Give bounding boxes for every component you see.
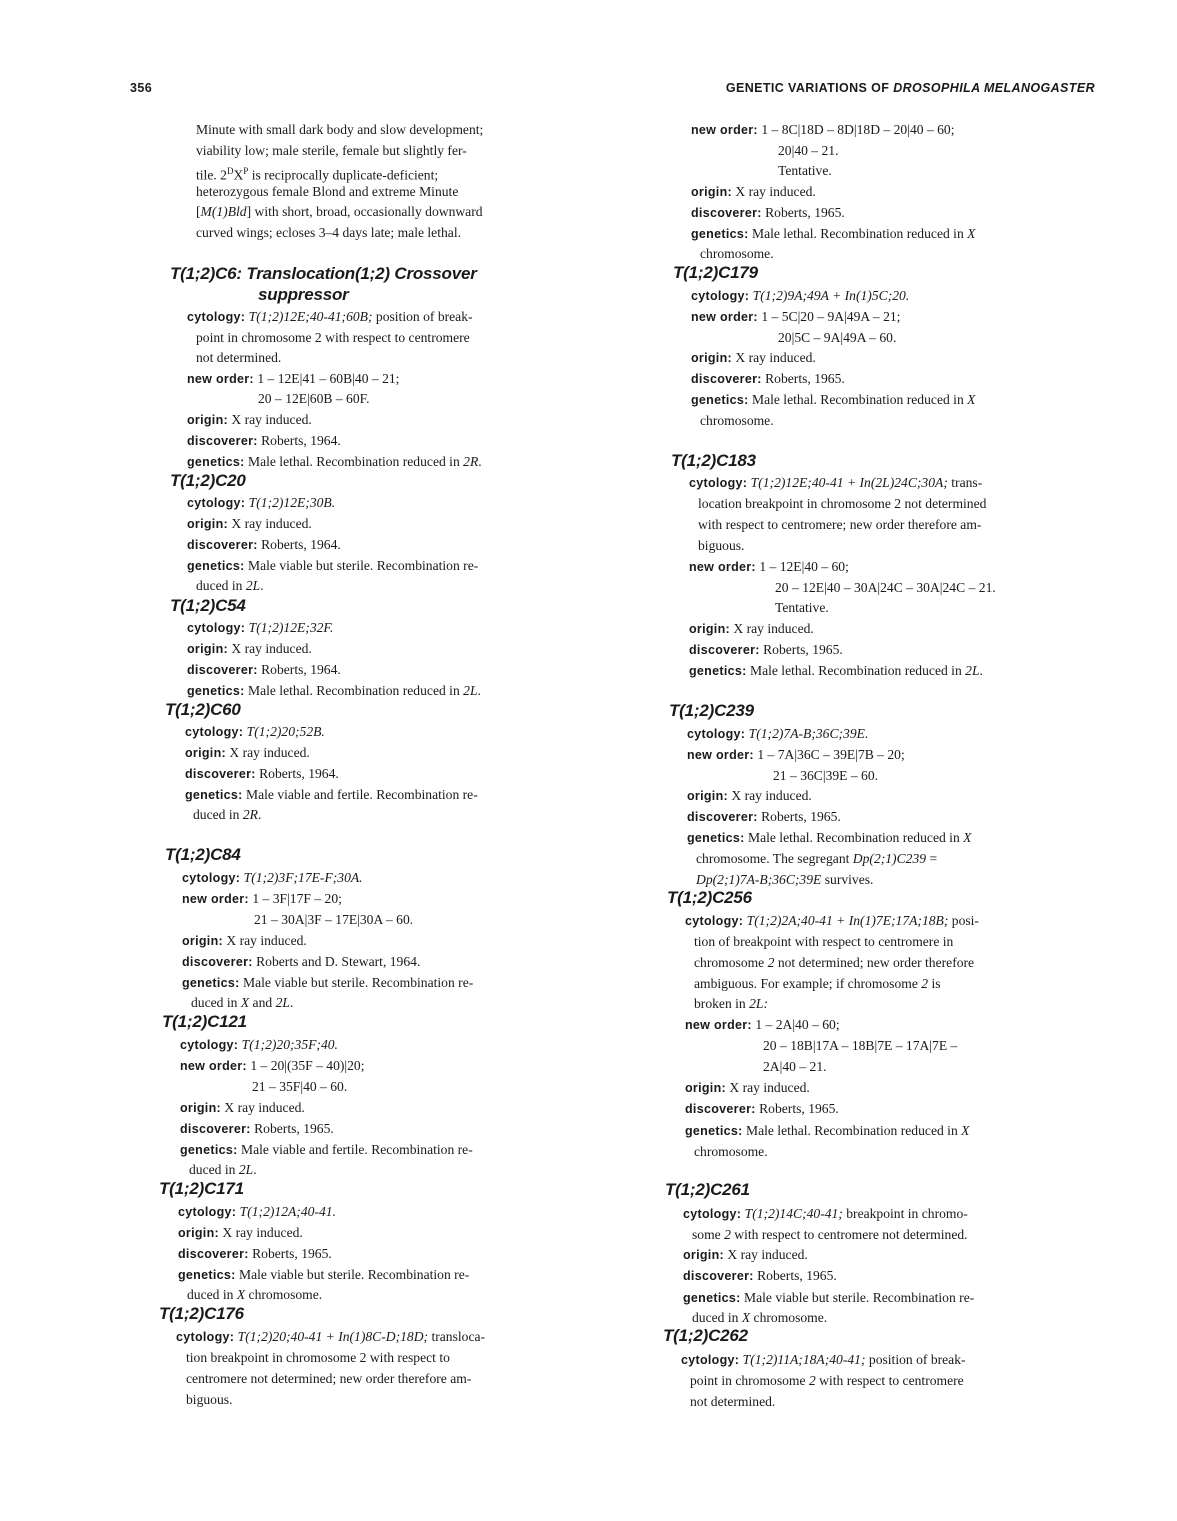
new-order-c256-line3: 2A|40 – 21.	[763, 1059, 827, 1074]
entry-title-c239: T(1;2)C239	[669, 701, 754, 720]
discoverer-c256	[685, 1101, 839, 1117]
genetics-label: genetics:	[187, 559, 245, 573]
origin-value: X ray induced.	[231, 641, 312, 656]
origin-value: X ray induced.	[231, 516, 312, 531]
new-order-c239-line2: 21 – 36C|39E – 60.	[773, 768, 879, 783]
discoverer-value: Roberts, 1965.	[763, 642, 843, 657]
origin-c20	[187, 516, 312, 532]
discoverer-label: discoverer:	[683, 1269, 754, 1283]
intro-line: curved wings; ecloses 3–4 days late; male lethal.	[196, 225, 461, 240]
entry-title-c176: T(1;2)C176	[159, 1304, 244, 1323]
running-title-italic: DROSOPHILA MELANOGASTER	[893, 81, 1095, 95]
new-order-c239	[687, 747, 905, 763]
discoverer-value: Roberts, 1964.	[261, 433, 341, 448]
cytology-label: cytology:	[176, 1330, 235, 1344]
origin-label: origin:	[178, 1226, 219, 1240]
origin-c261	[683, 1247, 808, 1263]
genetics-label: genetics:	[691, 393, 749, 407]
new-order-label: new order:	[687, 748, 754, 762]
cytology-c239	[687, 726, 868, 742]
cytology-c262-line3: not determined.	[690, 1394, 776, 1409]
cytology-c183-line3: with respect to centromere; new order therefore am-	[698, 517, 982, 532]
genetics-c121	[180, 1142, 473, 1158]
discoverer-label: discoverer:	[187, 663, 258, 677]
origin-value: X ray induced.	[727, 1247, 808, 1262]
cytology-c256-line3: chromosome 2 not determined; new order therefore	[694, 955, 975, 970]
genetics-label: genetics:	[689, 664, 747, 678]
cytology-value: T(1;2)3F;17E-F;30A.	[243, 870, 363, 885]
cytology-value: T(1;2)14C;40-41;	[744, 1206, 843, 1221]
origin-value: X ray induced.	[226, 933, 307, 948]
intro-line: heterozygous female Blond and extreme Minute	[196, 184, 459, 199]
entry-title-c20: T(1;2)C20	[170, 471, 246, 490]
intro-line: [M(1)Bld] with short, broad, occasionally downward	[196, 204, 483, 219]
cytology-value: T(1;2)12A;40-41.	[239, 1204, 336, 1219]
new-order-value: 1 – 2A|40 – 60;	[755, 1017, 840, 1032]
new-order-c176-line3: Tentative.	[778, 163, 832, 178]
cytology-c256-line5: broken in 2L:	[694, 996, 769, 1011]
origin-c176	[691, 184, 816, 200]
intro-line: tile. $2^DX^P$ is reciprocally duplicate-deficient;	[196, 166, 439, 183]
origin-label: origin:	[689, 622, 730, 636]
new-order-label: new order:	[689, 560, 756, 574]
genetics-c261	[683, 1290, 974, 1306]
origin-c6	[187, 412, 312, 428]
genetics-c239: genetics: Male lethal. Recombination reduced in X	[687, 830, 972, 845]
genetics-c20	[187, 558, 478, 574]
origin-value: X ray induced.	[733, 621, 814, 636]
origin-value: X ray induced.	[729, 1080, 810, 1095]
discoverer-label: discoverer:	[691, 372, 762, 386]
genetics-label: genetics:	[182, 976, 240, 990]
cytology-value: T(1;2)11A;18A;40-41;	[742, 1352, 866, 1367]
discoverer-c6	[187, 433, 341, 449]
origin-label: origin:	[685, 1081, 726, 1095]
new-order-label: new order:	[685, 1018, 752, 1032]
new-order-value: 1 – 3F|17F – 20;	[252, 891, 342, 906]
genetics-label: genetics:	[691, 227, 749, 241]
cytology-c176-line2: tion breakpoint in chromosome 2 with respect to	[186, 1350, 450, 1365]
origin-label: origin:	[187, 517, 228, 531]
cytology-value: T(1;2)2A;40-41 + In(1)7E;17A;18B;	[746, 913, 949, 928]
origin-c121	[180, 1100, 305, 1116]
origin-value: X ray induced.	[222, 1225, 303, 1240]
cytology-label: cytology:	[185, 725, 244, 739]
cytology-value: T(1;2)20;52B.	[246, 724, 325, 739]
cytology-label: cytology:	[685, 914, 744, 928]
discoverer-value: Roberts, 1965.	[759, 1101, 839, 1116]
origin-value: X ray induced.	[735, 350, 816, 365]
cytology-c176: cytology: T(1;2)20;40-41 + In(1)8C-D;18D; transloca-	[176, 1329, 486, 1344]
genetics-c239-line3: Dp(2;1)7A-B;36C;39E survives.	[696, 872, 874, 887]
cytology-c256: cytology: T(1;2)2A;40-41 + In(1)7E;17A;18B; posi-	[685, 913, 979, 928]
genetics-c60-line2: duced in 2R.	[193, 807, 262, 822]
origin-value: X ray induced.	[731, 788, 812, 803]
entry-title-c261: T(1;2)C261	[665, 1180, 750, 1199]
genetics-c54: genetics: Male lethal. Recombination reduced in 2L.	[187, 683, 481, 698]
new-order-c183	[689, 559, 849, 575]
origin-value: X ray induced.	[229, 745, 310, 760]
genetics-c20-line2: duced in 2L.	[196, 578, 264, 593]
new-order-c176-line2: 20|40 – 21.	[778, 143, 839, 158]
discoverer-label: discoverer:	[689, 643, 760, 657]
discoverer-label: discoverer:	[187, 434, 258, 448]
new-order-label: new order:	[180, 1059, 247, 1073]
entry-title-c54: T(1;2)C54	[170, 596, 246, 615]
genetics-c6: genetics: Male lethal. Recombination reduced in 2R.	[187, 454, 482, 469]
new-order-c6	[187, 371, 399, 387]
discoverer-c60	[185, 766, 339, 782]
cytology-label: cytology:	[681, 1353, 740, 1367]
discoverer-label: discoverer:	[178, 1247, 249, 1261]
discoverer-label: discoverer:	[182, 955, 253, 969]
cytology-label: cytology:	[687, 727, 746, 741]
new-order-c179-line2: 20|5C – 9A|49A – 60.	[778, 330, 897, 345]
cytology-c176-line4: biguous.	[186, 1392, 233, 1407]
discoverer-label: discoverer:	[685, 1102, 756, 1116]
discoverer-c179	[691, 371, 845, 387]
genetics-c176-line2: chromosome.	[700, 246, 774, 261]
genetics-c256: genetics: Male lethal. Recombination reduced in X	[685, 1123, 970, 1138]
origin-label: origin:	[683, 1248, 724, 1262]
origin-c183	[689, 621, 814, 637]
cytology-label: cytology:	[187, 496, 246, 510]
page-number: 356	[130, 81, 153, 95]
intro-line: viability low; male sterile, female but slightly fer-	[196, 143, 467, 158]
entry-title-c6-cont: suppressor	[258, 285, 349, 304]
origin-c256	[685, 1080, 810, 1096]
discoverer-c239	[687, 809, 841, 825]
discoverer-c54	[187, 662, 341, 678]
new-order-value: 1 – 12E|41 – 60B|40 – 21;	[257, 371, 400, 386]
entry-title-c6: T(1;2)C6: Translocation(1;2) Crossover	[170, 264, 477, 283]
origin-c84	[182, 933, 307, 949]
discoverer-label: discoverer:	[180, 1122, 251, 1136]
new-order-c183-line3: Tentative.	[775, 600, 829, 615]
genetics-c179: genetics: Male lethal. Recombination reduced in X	[691, 392, 976, 407]
origin-value: X ray induced.	[231, 412, 312, 427]
cytology-c60	[185, 724, 325, 740]
discoverer-value: Roberts, 1964.	[261, 662, 341, 677]
new-order-c179	[691, 309, 900, 325]
discoverer-value: Roberts, 1965.	[254, 1121, 334, 1136]
discoverer-value: Roberts, 1965.	[765, 371, 845, 386]
discoverer-c84	[182, 954, 420, 970]
genetics-value: Male viable and fertile. Recombination re-	[240, 1142, 473, 1157]
discoverer-value: Roberts, 1964.	[259, 766, 339, 781]
new-order-c84-line2: 21 – 30A|3F – 17E|30A – 60.	[254, 912, 414, 927]
cytology-c54	[187, 620, 333, 636]
genetics-value: Male viable but sterile. Recombination re-	[242, 975, 474, 990]
cytology-c20	[187, 495, 335, 511]
genetics-c84-line2: duced in X and 2L.	[191, 995, 294, 1010]
genetics-label: genetics:	[178, 1268, 236, 1282]
new-order-c84	[182, 891, 342, 907]
new-order-label: new order:	[187, 372, 254, 386]
cytology-label: cytology:	[182, 871, 241, 885]
origin-label: origin:	[180, 1101, 221, 1115]
new-order-c256-line2: 20 – 18B|17A – 18B|7E – 17A|7E –	[763, 1038, 958, 1053]
origin-label: origin:	[185, 746, 226, 760]
genetics-c84	[182, 975, 473, 991]
genetics-c176: genetics: Male lethal. Recombination reduced in X	[691, 226, 976, 241]
cytology-c176-line3: centromere not determined; new order therefore am-	[186, 1371, 472, 1386]
origin-label: origin:	[691, 351, 732, 365]
origin-c179	[691, 350, 816, 366]
entry-title-c121: T(1;2)C121	[162, 1012, 247, 1031]
new-order-label: new order:	[691, 123, 758, 137]
cytology-c261: cytology: T(1;2)14C;40-41; breakpoint in chromo-	[683, 1206, 968, 1221]
discoverer-label: discoverer:	[687, 810, 758, 824]
new-order-label: new order:	[182, 892, 249, 906]
cytology-c6: cytology: T(1;2)12E;40-41;60B; position of break-	[187, 309, 473, 324]
cytology-c256-line2: tion of breakpoint with respect to centromere in	[694, 934, 954, 949]
cytology-value: T(1;2)20;40-41 + In(1)8C-D;18D;	[237, 1329, 429, 1344]
genetics-value: Male viable but sterile. Recombination re-	[743, 1290, 975, 1305]
genetics-c171-line2: duced in X chromosome.	[187, 1287, 323, 1302]
genetics-label: genetics:	[687, 831, 745, 845]
discoverer-c183	[689, 642, 843, 658]
cytology-label: cytology:	[180, 1038, 239, 1052]
cytology-label: cytology:	[178, 1205, 237, 1219]
cytology-c183-line4: biguous.	[698, 538, 745, 553]
new-order-c256	[685, 1017, 840, 1033]
new-order-value: 1 – 8C|18D – 8D|18D – 20|40 – 60;	[761, 122, 955, 137]
new-order-c183-line2: 20 – 12E|40 – 30A|24C – 30A|24C – 21.	[775, 580, 996, 595]
origin-label: origin:	[187, 642, 228, 656]
discoverer-c176	[691, 205, 845, 221]
origin-label: origin:	[187, 413, 228, 427]
origin-label: origin:	[687, 789, 728, 803]
origin-c239	[687, 788, 812, 804]
genetics-value: Male viable but sterile. Recombination re-	[247, 558, 479, 573]
new-order-c121	[180, 1058, 365, 1074]
origin-value: X ray induced.	[735, 184, 816, 199]
cytology-c183-line2: location breakpoint in chromosome 2 not determined	[698, 496, 987, 511]
entry-title-c262: T(1;2)C262	[663, 1326, 748, 1345]
genetics-label: genetics:	[185, 788, 243, 802]
discoverer-value: Roberts, 1964.	[261, 537, 341, 552]
cytology-label: cytology:	[683, 1207, 742, 1221]
origin-c60	[185, 745, 310, 761]
new-order-value: 1 – 5C|20 – 9A|49A – 21;	[761, 309, 901, 324]
discoverer-value: Roberts, 1965.	[765, 205, 845, 220]
new-order-value: 1 – 20|(35F – 40)|20;	[250, 1058, 365, 1073]
cytology-c121	[180, 1037, 338, 1053]
new-order-c6-line2: 20 – 12E|60B – 60F.	[258, 391, 370, 406]
discoverer-value: Roberts and D. Stewart, 1964.	[256, 954, 421, 969]
discoverer-c261	[683, 1268, 837, 1284]
discoverer-value: Roberts, 1965.	[252, 1246, 332, 1261]
origin-label: origin:	[691, 185, 732, 199]
genetics-label: genetics:	[180, 1143, 238, 1157]
new-order-c176	[691, 122, 955, 138]
origin-value: X ray induced.	[224, 1100, 305, 1115]
discoverer-c121	[180, 1121, 334, 1137]
cytology-label: cytology:	[691, 289, 750, 303]
discoverer-label: discoverer:	[691, 206, 762, 220]
origin-label: origin:	[182, 934, 223, 948]
cytology-c6-line2: point in chromosome 2 with respect to centromere	[196, 330, 470, 345]
entry-title-c183: T(1;2)C183	[671, 451, 756, 470]
entry-title-c60: T(1;2)C60	[165, 700, 241, 719]
running-title-prefix: GENETIC VARIATIONS OF	[725, 81, 894, 95]
genetics-c179-line2: chromosome.	[700, 413, 774, 428]
cytology-c6-line3: not determined.	[196, 350, 282, 365]
discoverer-c171	[178, 1246, 332, 1262]
genetics-label: genetics:	[187, 455, 245, 469]
genetics-c60	[185, 787, 478, 803]
entry-title-c171: T(1;2)C171	[159, 1179, 244, 1198]
genetics-c261-line2: duced in X chromosome.	[692, 1310, 828, 1325]
genetics-c239-line2: chromosome. The segregant Dp(2;1)C239 =	[696, 851, 938, 866]
entry-title-c179: T(1;2)C179	[673, 263, 758, 282]
genetics-label: genetics:	[685, 1124, 743, 1138]
new-order-value: 1 – 12E|40 – 60;	[759, 559, 849, 574]
cytology-value: T(1;2)12E;32F.	[248, 620, 334, 635]
genetics-label: genetics:	[187, 684, 245, 698]
genetics-value: Male viable but sterile. Recombination re-	[238, 1267, 470, 1282]
cytology-value: T(1;2)20;35F;40.	[241, 1037, 338, 1052]
cytology-c84	[182, 870, 363, 886]
new-order-value: 1 – 7A|36C – 39E|7B – 20;	[757, 747, 905, 762]
discoverer-value: Roberts, 1965.	[761, 809, 841, 824]
cytology-value: T(1;2)12E;40-41;60B;	[248, 309, 373, 324]
discoverer-label: discoverer:	[187, 538, 258, 552]
genetics-c121-line2: duced in 2L.	[189, 1162, 257, 1177]
cytology-c256-line4: ambiguous. For example; if chromosome 2 is	[694, 976, 941, 991]
cytology-label: cytology:	[187, 310, 246, 324]
origin-c171	[178, 1225, 303, 1241]
discoverer-c20	[187, 537, 341, 553]
genetics-value: Male viable and fertile. Recombination re-	[245, 787, 478, 802]
origin-c54	[187, 641, 312, 657]
genetics-label: genetics:	[683, 1291, 741, 1305]
genetics-c256-line2: chromosome.	[694, 1144, 768, 1159]
cytology-value: T(1;2)12E;30B.	[248, 495, 336, 510]
cytology-c262: cytology: T(1;2)11A;18A;40-41; position of break-	[681, 1352, 966, 1367]
cytology-value: T(1;2)7A-B;36C;39E.	[748, 726, 869, 741]
entry-title-c256: T(1;2)C256	[667, 888, 752, 907]
cytology-c171	[178, 1204, 336, 1220]
cytology-label: cytology:	[187, 621, 246, 635]
genetics-c171	[178, 1267, 469, 1283]
running-title	[726, 81, 1095, 95]
discoverer-value: Roberts, 1965.	[757, 1268, 837, 1283]
discoverer-label: discoverer:	[185, 767, 256, 781]
cytology-label: cytology:	[689, 476, 748, 490]
cytology-value: T(1;2)12E;40-41 + In(2L)24C;30A;	[750, 475, 948, 490]
genetics-c183: genetics: Male lethal. Recombination reduced in 2L.	[689, 663, 983, 678]
cytology-c262-line2: point in chromosome 2 with respect to centromere	[690, 1373, 964, 1388]
cytology-value: T(1;2)9A;49A + In(1)5C;20.	[752, 288, 910, 303]
cytology-c261-line2: some 2 with respect to centromere not determined.	[692, 1227, 968, 1242]
entry-title-c84: T(1;2)C84	[165, 845, 241, 864]
new-order-label: new order:	[691, 310, 758, 324]
cytology-c183: cytology: T(1;2)12E;40-41 + In(2L)24C;30A; trans-	[689, 475, 983, 490]
intro-line: Minute with small dark body and slow development;	[196, 122, 484, 137]
new-order-c121-line2: 21 – 35F|40 – 60.	[252, 1079, 348, 1094]
cytology-c179	[691, 288, 909, 304]
